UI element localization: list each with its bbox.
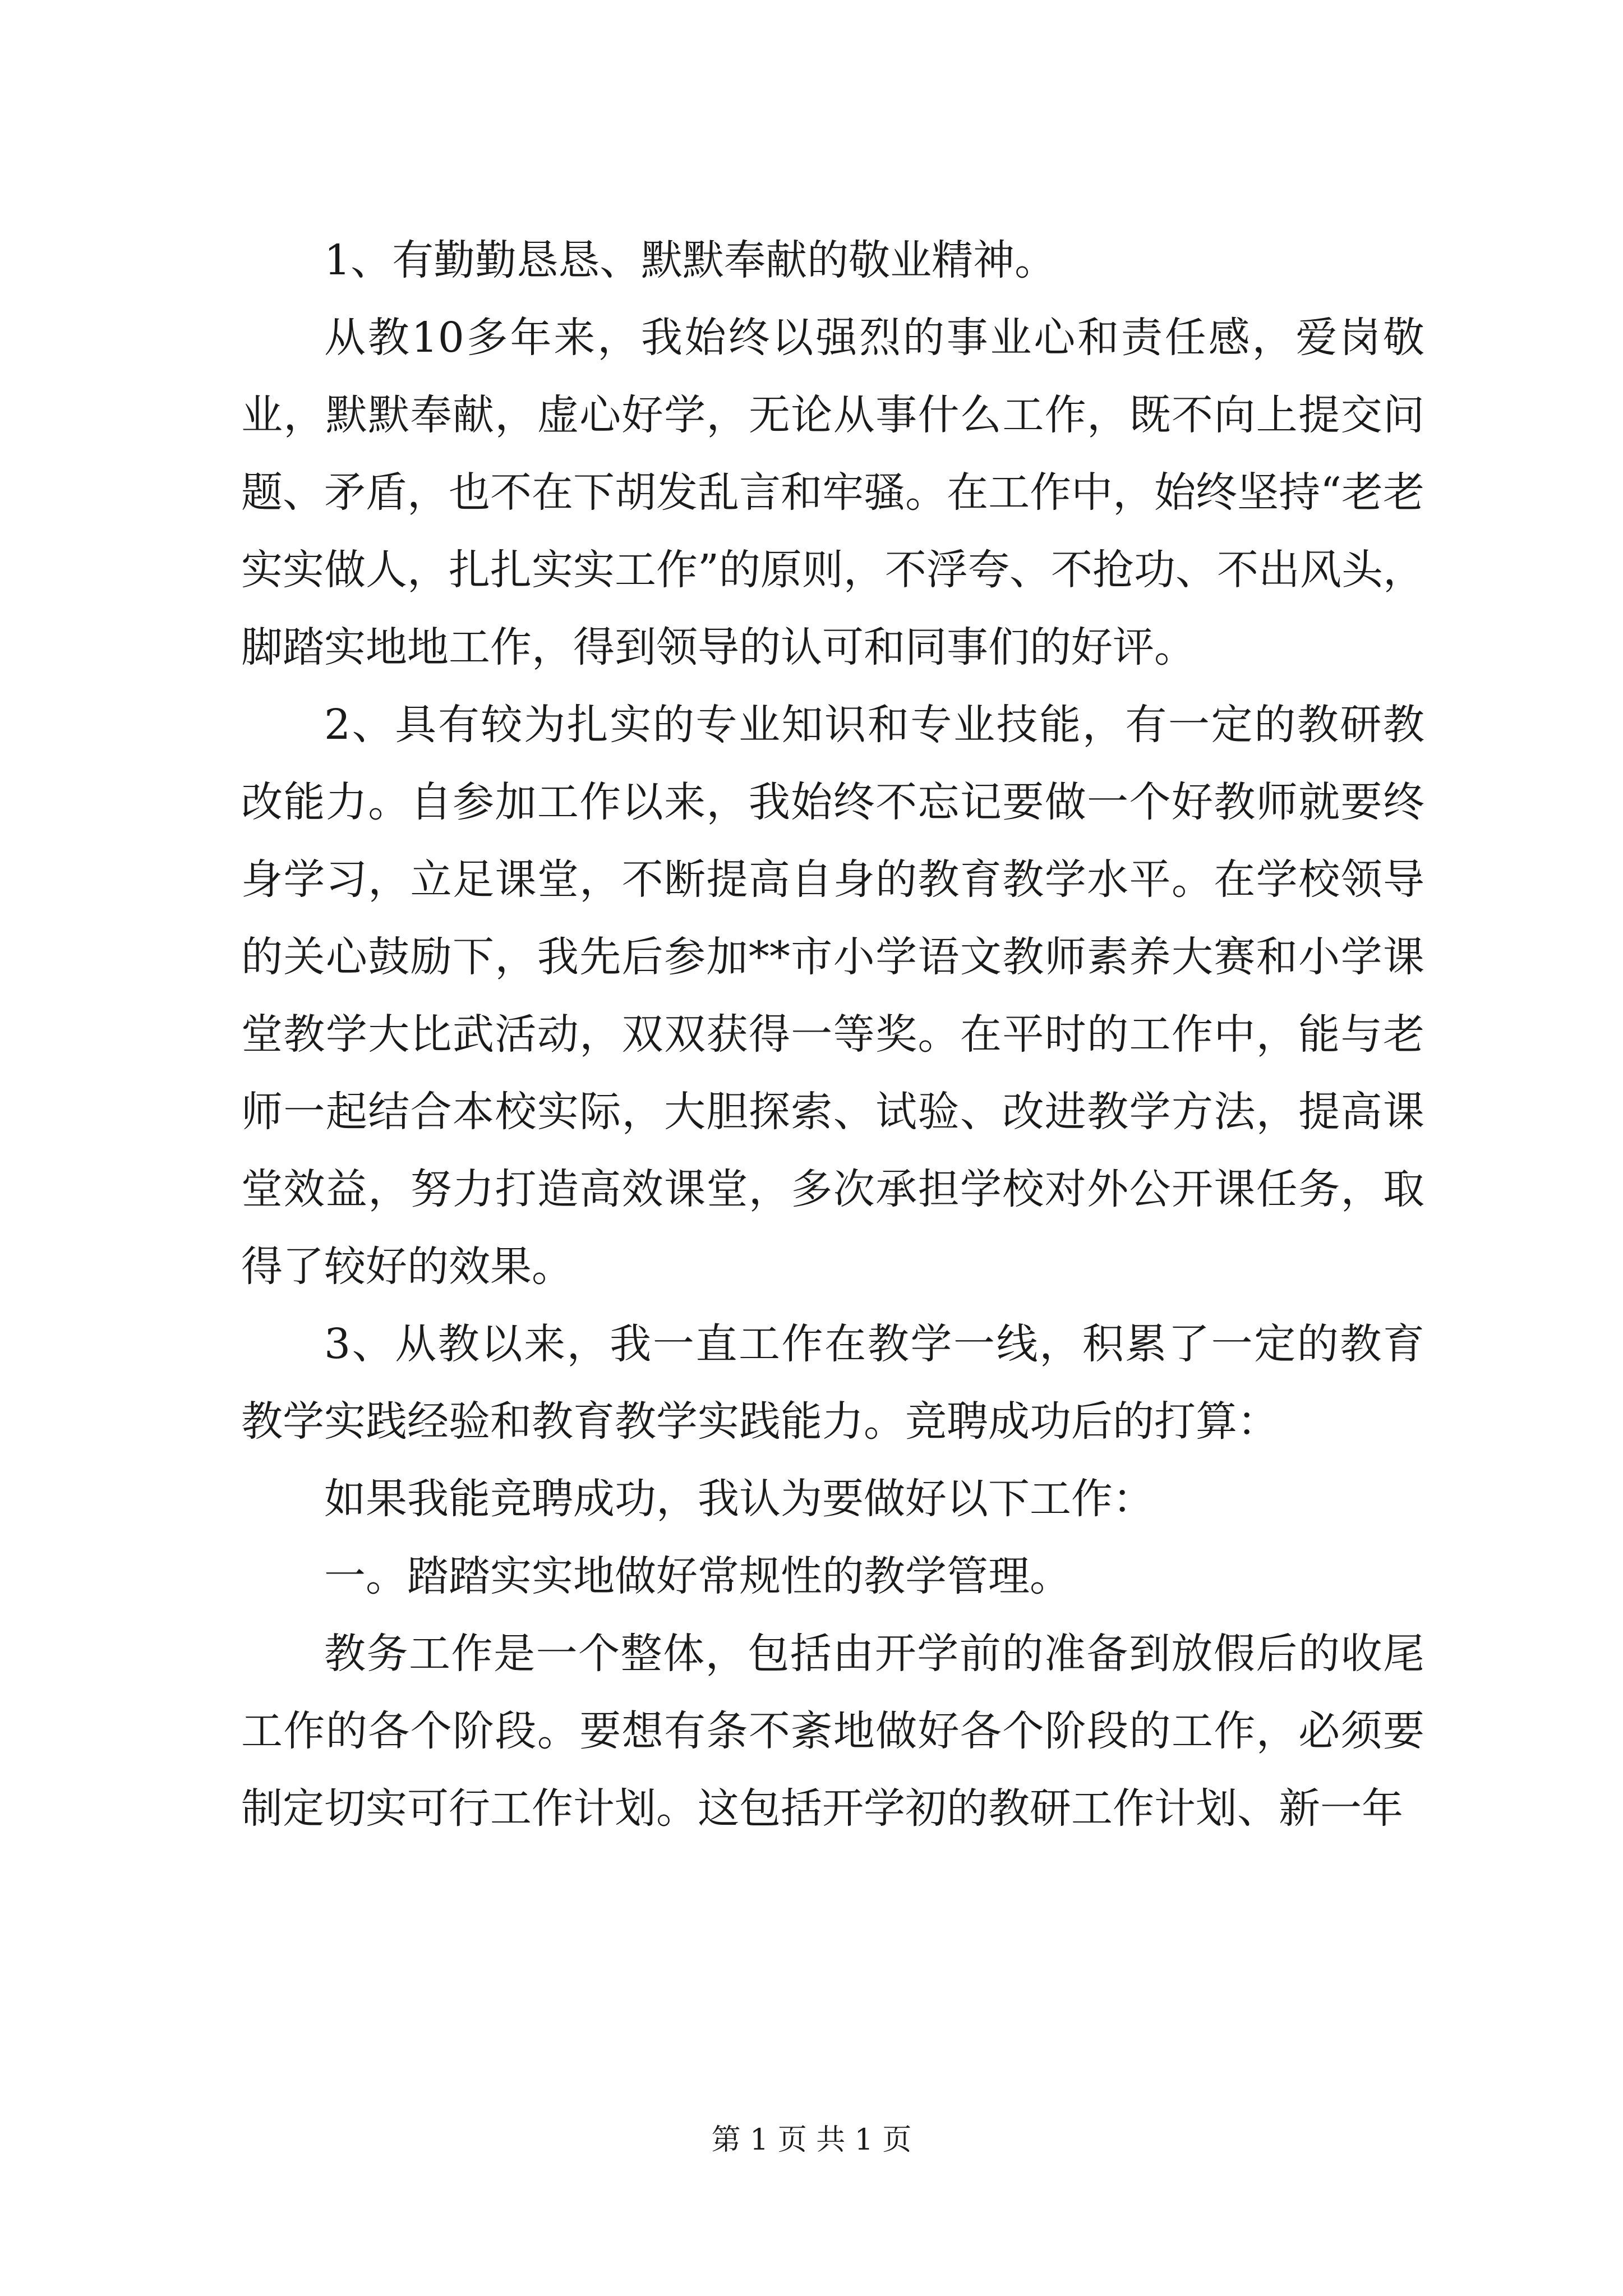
paragraph-2: 从教10多年来，我始终以强烈的事业心和责任感，爱岗敬业，默默奉献，虚心好学，无论从事什么工作，既不向上提交问题、矛盾，也不在下胡发乱言和牢骚。在工作中，始终坚持“老老实实做人，扎扎实实工作”的原则，不浮夸、不抢功、不出风头，脚踏实地地工作，得到领导的认可和同事们的好评。 — [241, 314, 1424, 671]
document-body — [241, 222, 1424, 1847]
paragraph-3: 2、具有较为扎实的专业知识和专业技能，有一定的教研教改能力。自参加工作以来，我始终不忘记要做一个好教师就要终身学习，立足课堂，不断提高自身的教育教学水平。在学校领导的关心鼓励下，我先后参加**市小学语文教师素养大赛和小学课堂教学大比武活动，双双获得一等奖。在平时的工作中，能与老师一起结合本校实际，大胆探索、试验、改进教学方法，提高课堂效益，努力打造高效课堂，多次承担学校对外公开课任务，取得了较好的效果。 — [241, 701, 1424, 1291]
paragraph-4: 3、从教以来，我一直工作在教学一线，积累了一定的教育教学实践经验和教育教学实践能力。竞聘成功后的打算： — [241, 1320, 1424, 1446]
paragraph-1: 1、有勤勤恳恳、默默奉献的敬业精神。 — [324, 236, 1057, 284]
paragraph-5: 如果我能竞聘成功，我认为要做好以下工作： — [324, 1475, 1154, 1523]
page-footer: 第 1 页 共 1 页 — [711, 2123, 912, 2157]
paragraph-6: 一。踏踏实实地做好常规性的教学管理。 — [324, 1552, 1071, 1600]
paragraph-7: 教务工作是一个整体，包括由开学前的准备到放假后的收尾工作的各个阶段。要想有条不紊地做好各个阶段的工作，必须要制定切实可行工作计划。这包括开学初的教研工作计划、新一年 — [241, 1630, 1424, 1833]
